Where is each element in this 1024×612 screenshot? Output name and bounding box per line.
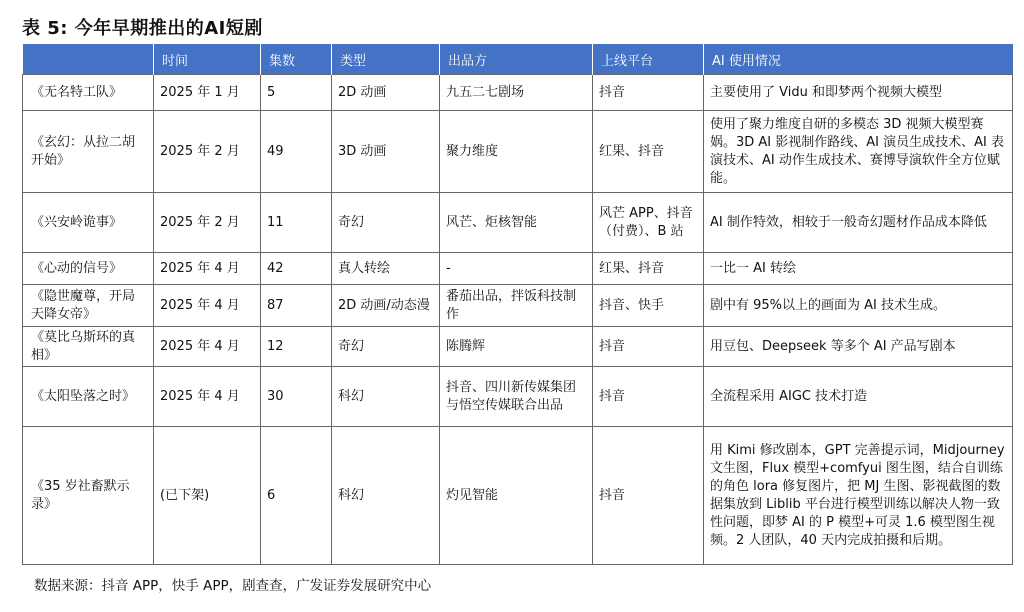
table-row <box>23 75 1013 111</box>
table-header-row <box>23 44 1013 75</box>
cell-name: 《无名特工队》 <box>23 75 154 111</box>
cell-episodes: 87 <box>261 285 332 327</box>
cell-platform: 抖音 <box>593 75 704 111</box>
cell-episodes: 30 <box>261 367 332 427</box>
header-episodes: 集数 <box>261 44 332 75</box>
cell-ai-usage: 用 Kimi 修改剧本，GPT 完善提示词，Midjourney 文生图，Flux 模型+comfyui 图生图，结合自训练的角色 lora 修复图片，把 MJ 生图、影视截图的数据集放到 Liblib 平台进行模型训练以解决人物一致性问题，即梦 AI 的 P 模型+可灵 1.6 模型图生视频。2 人团队，40 天内完成拍摄和后期。 <box>704 427 1013 565</box>
cell-platform: 风芒 APP、抖音（付费）、B 站 <box>593 193 704 253</box>
cell-time: (已下架) <box>154 427 261 565</box>
cell-ai-usage: 使用了聚力维度自研的多模态 3D 视频大模型赛娲。3D AI 影视制作路线、AI 演员生成技术、AI 表演技术、AI 动作生成技术、赛博导演软件全方位赋能。 <box>704 111 1013 193</box>
cell-name: 《35 岁社畜默示录》 <box>23 427 154 565</box>
cell-platform: 抖音 <box>593 367 704 427</box>
table-row <box>23 427 1013 565</box>
cell-ai-usage: 主要使用了 Vidu 和即梦两个视频大模型 <box>704 75 1013 111</box>
cell-episodes: 42 <box>261 253 332 285</box>
cell-time: 2025 年 2 月 <box>154 193 261 253</box>
cell-producer: 番茄出品，拌饭科技制作 <box>440 285 593 327</box>
cell-name: 《兴安岭诡事》 <box>23 193 154 253</box>
short-drama-table <box>22 44 1013 565</box>
cell-type: 科幻 <box>332 427 440 565</box>
cell-producer: - <box>440 253 593 285</box>
cell-platform: 抖音 <box>593 427 704 565</box>
cell-time: 2025 年 4 月 <box>154 285 261 327</box>
cell-name: 《太阳坠落之时》 <box>23 367 154 427</box>
table-title: 表 5: 今年早期推出的AI短剧 <box>22 18 263 39</box>
cell-ai-usage: 一比一 AI 转绘 <box>704 253 1013 285</box>
cell-type: 2D 动画 <box>332 75 440 111</box>
cell-name: 《莫比乌斯环的真相》 <box>23 327 154 367</box>
table-row <box>23 367 1013 427</box>
cell-episodes: 5 <box>261 75 332 111</box>
table-row <box>23 111 1013 193</box>
cell-time: 2025 年 4 月 <box>154 367 261 427</box>
cell-time: 2025 年 2 月 <box>154 111 261 193</box>
cell-platform: 红果、抖音 <box>593 111 704 193</box>
cell-type: 3D 动画 <box>332 111 440 193</box>
cell-producer: 灼见智能 <box>440 427 593 565</box>
cell-platform: 抖音、快手 <box>593 285 704 327</box>
cell-producer: 聚力维度 <box>440 111 593 193</box>
table-row <box>23 253 1013 285</box>
cell-name: 《心动的信号》 <box>23 253 154 285</box>
cell-type: 奇幻 <box>332 327 440 367</box>
cell-producer: 陈腾辉 <box>440 327 593 367</box>
cell-time: 2025 年 4 月 <box>154 253 261 285</box>
cell-producer: 风芒、炬核智能 <box>440 193 593 253</box>
cell-ai-usage: 用豆包、Deepseek 等多个 AI 产品写剧本 <box>704 327 1013 367</box>
cell-episodes: 11 <box>261 193 332 253</box>
cell-platform: 抖音 <box>593 327 704 367</box>
cell-episodes: 6 <box>261 427 332 565</box>
header-time: 时间 <box>154 44 261 75</box>
cell-producer: 九五二七剧场 <box>440 75 593 111</box>
cell-episodes: 49 <box>261 111 332 193</box>
cell-type: 2D 动画/动态漫 <box>332 285 440 327</box>
cell-ai-usage: 全流程采用 AIGC 技术打造 <box>704 367 1013 427</box>
cell-time: 2025 年 4 月 <box>154 327 261 367</box>
cell-ai-usage: 剧中有 95%以上的画面为 AI 技术生成。 <box>704 285 1013 327</box>
cell-name: 《玄幻：从拉二胡开始》 <box>23 111 154 193</box>
table-row <box>23 327 1013 367</box>
header-type: 类型 <box>332 44 440 75</box>
table-row <box>23 285 1013 327</box>
cell-name: 《隐世魔尊，开局天降女帝》 <box>23 285 154 327</box>
table-row <box>23 193 1013 253</box>
header-platform: 上线平台 <box>593 44 704 75</box>
cell-ai-usage: AI 制作特效，相较于一般奇幻题材作品成本降低 <box>704 193 1013 253</box>
header-producer: 出品方 <box>440 44 593 75</box>
cell-type: 科幻 <box>332 367 440 427</box>
data-source-note: 数据来源：抖音 APP，快手 APP，剧查查，广发证券发展研究中心 <box>34 578 432 594</box>
header-name <box>23 44 154 75</box>
cell-type: 奇幻 <box>332 193 440 253</box>
cell-platform: 红果、抖音 <box>593 253 704 285</box>
cell-time: 2025 年 1 月 <box>154 75 261 111</box>
short-drama-table-container <box>22 44 1012 565</box>
cell-producer: 抖音、四川新传媒集团与悟空传媒联合出品 <box>440 367 593 427</box>
cell-type: 真人转绘 <box>332 253 440 285</box>
header-ai-usage: AI 使用情况 <box>704 44 1013 75</box>
cell-episodes: 12 <box>261 327 332 367</box>
